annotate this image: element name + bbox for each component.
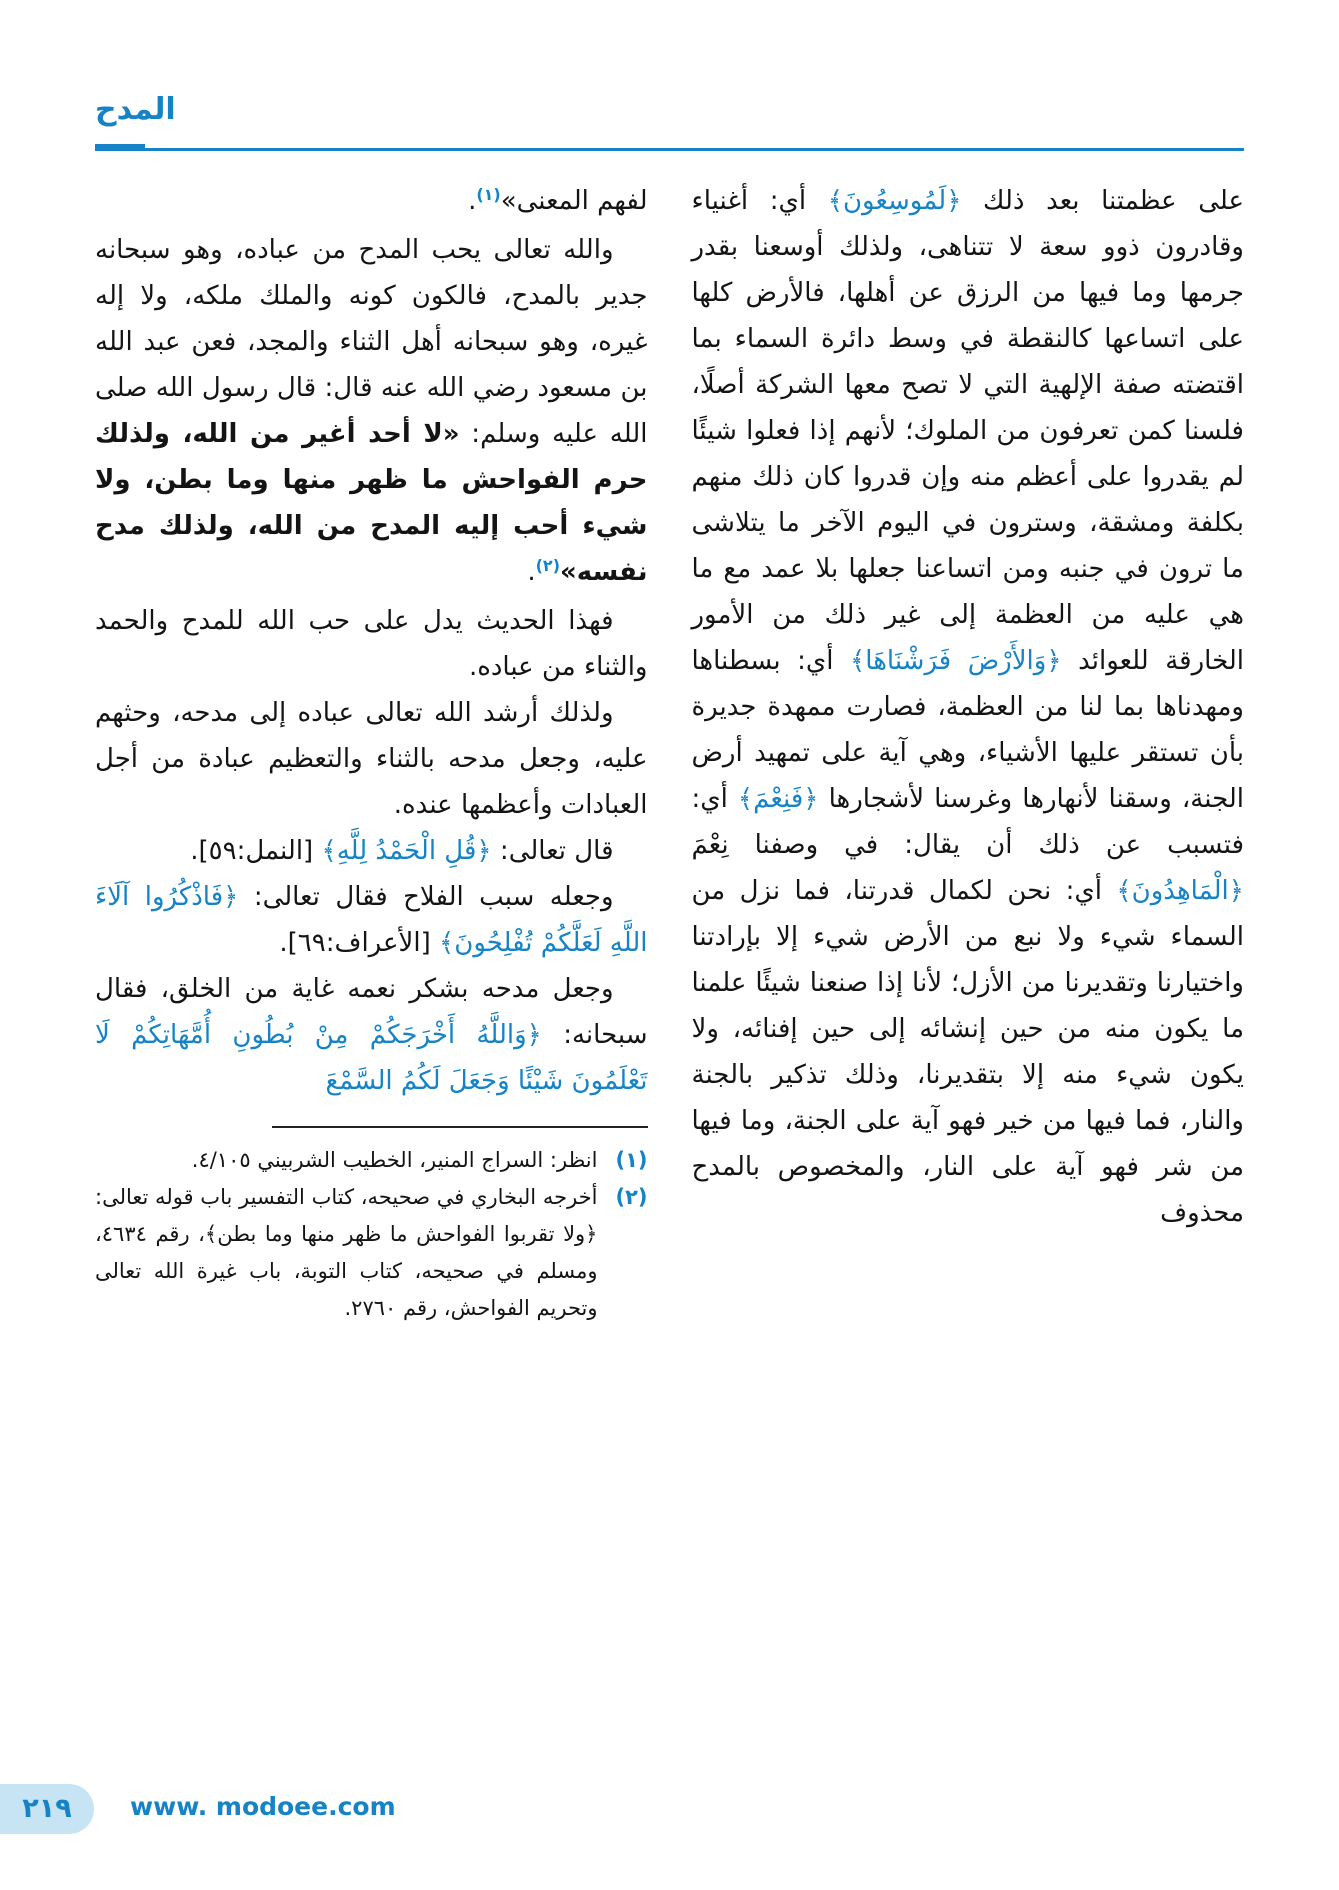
quran-verse: ﴿وَالأَرْضَ فَرَشْنَاهَا﴾ [850,646,1062,676]
chapter-title: المدح [95,92,176,127]
right-text-column [692,178,1245,1748]
text-segment: أي: أغنياء وقادرون ذوو سعة لا تتناهى، ولذلك أوسعنا بقدر جرمها وما فيها من الرزق عن أهلها، فالأرض كلها على اتساعها كالنقطة في وسط دائرة السماء بما اقتضته صفة الإلهية التي لا تصح معها الشركة أصلًا، فلسنا كمن تعرفون من الملوك؛ لأنهم إذا فعلوا شيئًا لم يقدروا على أعظم منه وإن قدروا كان ذلك منهم بكلفة ومشقة، وسترون في اليوم الآخر ما يتلاشى ما ترون في جنبه ومن اتساعنا جعلها بلا عمد مع ما هي عليه من العظمة إلى غير ذلك من الأمور الخارقة للعوائد [691,186,1244,676]
body-paragraph [95,828,648,874]
text-segment: وجعل مدحه بشكر نعمه غاية من الخلق، فقال سبحانه: [95,974,648,1050]
page-number: ٢١٩ [22,1793,72,1824]
text-segment: قال تعالى: [491,836,614,866]
footnote-ref: (٢) [535,556,560,575]
footnotes-section [95,1126,648,1327]
hadith-text: «لا أحد أغير من الله، ولذلك حرم الفواحش ما ظهر منها وما بطن، ولا شيء أحب إليه المدح من الله، ولذلك مدح نفسه» [95,419,648,587]
footnote-text: انظر: السراج المنير، الخطيب الشربيني ٤/١٠٥. [191,1148,598,1172]
text-segment: لفهم المعنى» [500,186,648,216]
text-segment: [النمل:٥٩]. [190,836,322,866]
text-segment: . [527,557,536,587]
footnote-text: أخرجه البخاري في صحيحه، كتاب التفسير باب قوله تعالى: ﴿ولا تقربوا الفواحش ما ظهر منها وما بطن﴾، رقم ٤٦٣٤، ومسلم في صحيحه، كتاب التوبة، باب غيرة الله تعالى وتحريم الفواحش، رقم ٢٧٦٠. [95,1185,598,1320]
quran-verse: ﴿وَاللَّهُ أَخْرَجَكُمْ مِنْ بُطُونِ أُمَّهَاتِكُمْ لَا تَعْلَمُونَ شَيْئًا وَجَعَلَ لَكُمُ السَّمْعَ [95,1020,648,1096]
header-rule [95,148,1244,151]
page-content [95,178,1244,1748]
text-segment: [الأعراف:٦٩]. [279,928,439,958]
text-segment: . [468,186,477,216]
text-segment: فهذا الحديث يدل على حب الله للمدح والحمد والثناء من عباده. [95,606,648,682]
page-number-badge [0,1784,94,1834]
page-header [95,0,1244,165]
body-paragraph [95,598,648,690]
footnote-item [95,1179,648,1327]
text-segment: ولذلك أرشد الله تعالى عباده إلى مدحه، وحثهم عليه، وجعل مدحه بالثناء والتعظيم عبادة من أجل العبادات وأعظمها عنده. [95,698,648,820]
body-paragraph [95,227,648,598]
quran-verse: ﴿لَمُوسِعُونَ﴾ [827,186,962,216]
text-segment: وجعله سبب الفلاح فقال تعالى: [238,882,614,912]
text-segment: على عظمتنا بعد ذلك [961,186,1244,216]
quran-verse: ﴿فَاذْكُرُوا آلَاءَ اللَّهِ لَعَلَّكُمْ تُفْلِحُونَ﴾ [95,882,648,958]
body-paragraph [692,178,1245,1236]
text-segment: أي: فتسبب عن ذلك أن يقال: في وصفنا نِعْمَ [691,784,1244,860]
footnote-item [95,1142,648,1179]
footnotes-separator [272,1126,648,1128]
body-paragraph [95,690,648,828]
quran-verse: ﴿فَنِعْمَ﴾ [737,784,819,814]
footnote-number: (١) [615,1148,648,1172]
body-paragraph [95,178,648,227]
text-segment: أي: نحن لكمال قدرتنا، فما نزل من السماء شيء ولا نبع من الأرض شيء إلا بإرادتنا واختيارنا وتقديرنا من الأزل؛ لأنا إذا صنعنا شيئًا علمنا ما يكون منه من حين إنشائه إلى حين إفنائه، ولا يكون شيء منه إلا بتقديرنا، وذلك تذكير بالجنة والنار، فما فيها من خير فهو آية على الجنة، وما فيها من شر فهو آية على النار، والمخصوص بالمدح محذوف [691,876,1244,1228]
body-paragraph [95,874,648,966]
quran-verse: ﴿الْمَاهِدُونَ﴾ [1116,876,1244,906]
text-segment: والله تعالى يحب المدح من عباده، وهو سبحانه جدير بالمدح، فالكون كونه والملك ملكه، ولا إله غيره، وهو سبحانه أهل الثناء والمجد، فعن عبد الله بن مسعود رضي الله عنه قال: قال رسول الله صلى الله عليه وسلم: [95,235,648,449]
footnote-ref: (١) [476,185,501,204]
text-segment: أي: بسطناها ومهدناها بما لنا من العظمة، فصارت ممهدة جديرة بأن تستقر عليها الأشياء، وهي آية على تمهيد أرض الجنة، وسقنا لأنهارها وغرسنا لأشجارها [691,646,1244,814]
header-rule-accent [95,144,145,151]
left-text-column [95,178,648,1748]
body-paragraph [95,966,648,1104]
footnote-number: (٢) [615,1185,648,1209]
quran-verse: ﴿قُلِ الْحَمْدُ لِلَّهِ﴾ [321,836,492,866]
website-text: www. modoee.com [130,1792,396,1821]
